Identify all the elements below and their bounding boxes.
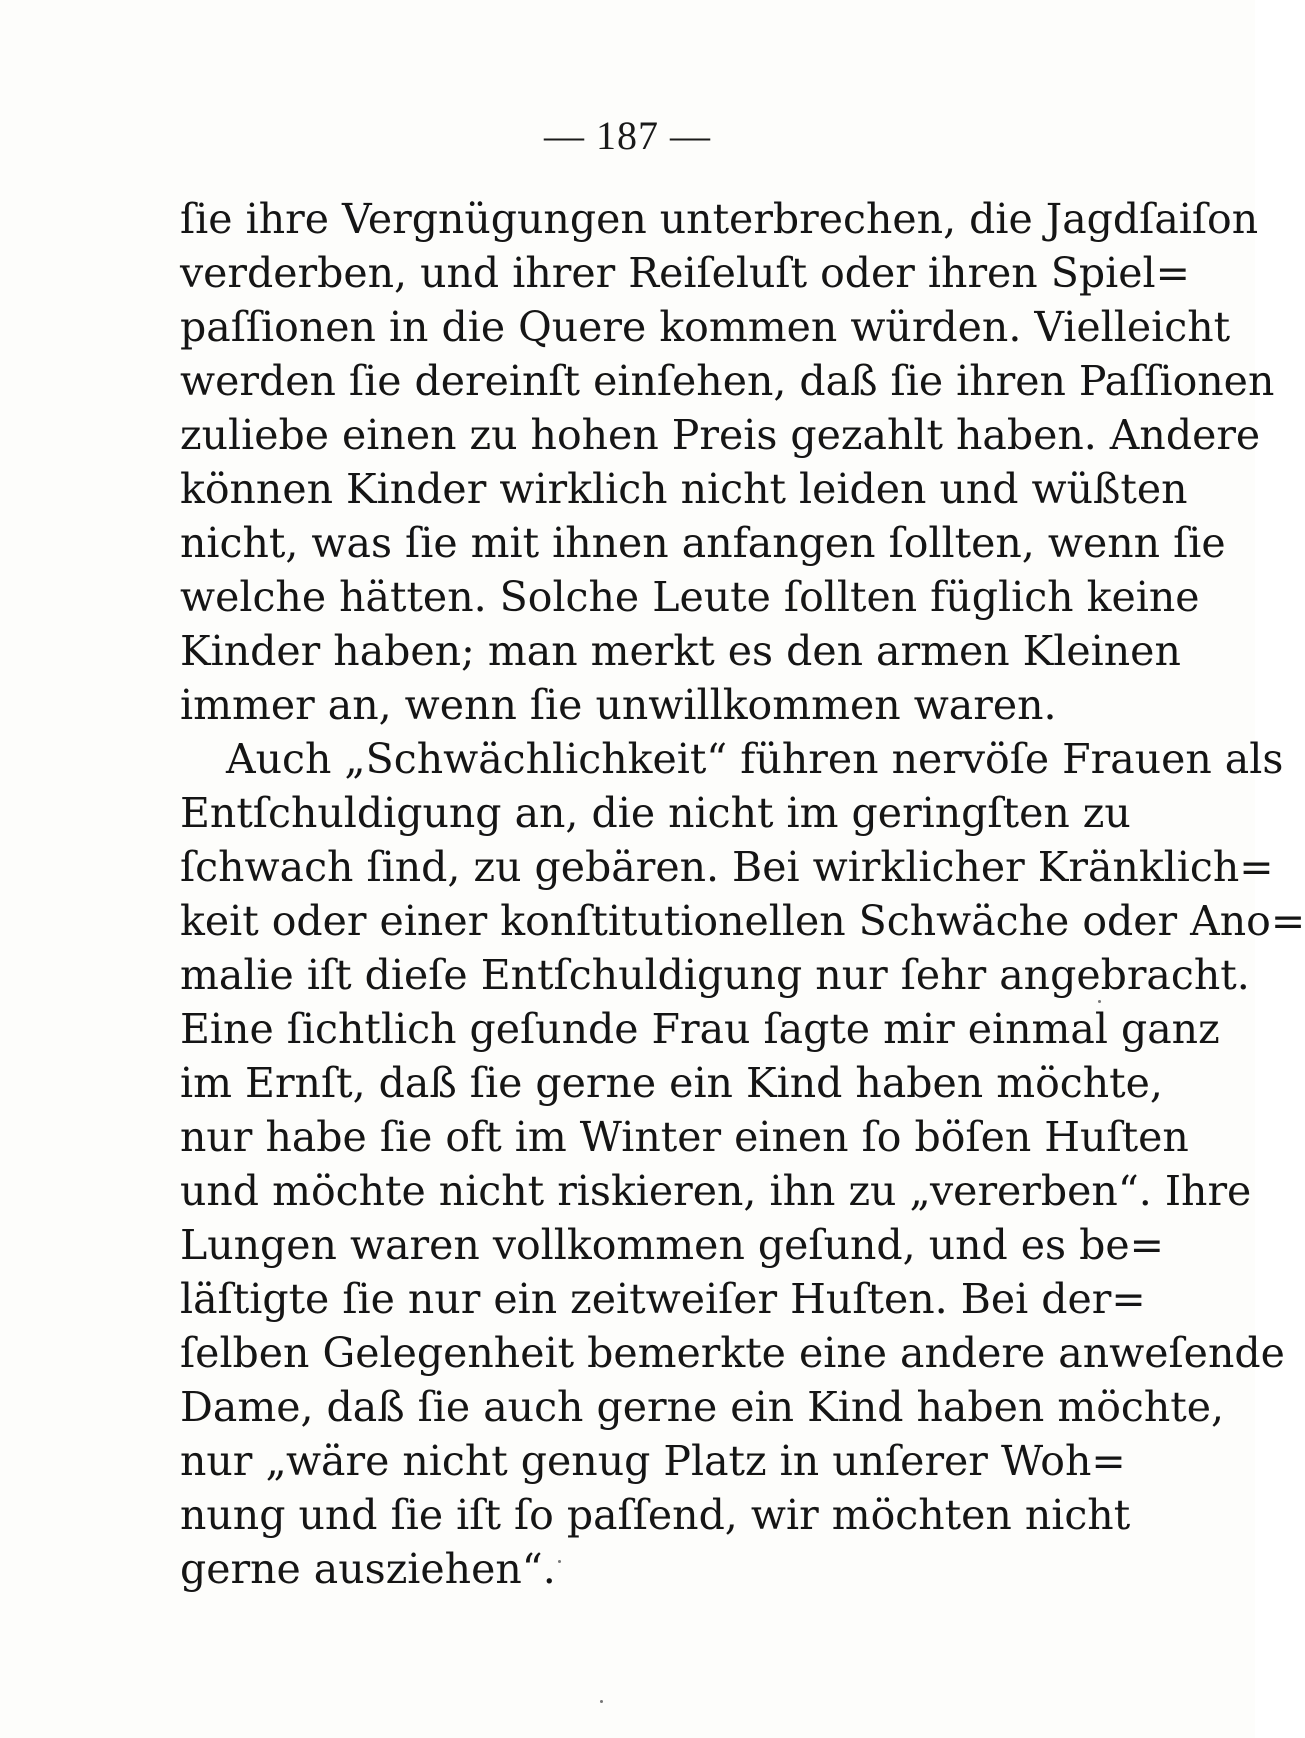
- paper-speck: [1098, 1000, 1101, 1003]
- text-line: paſſionen in die Quere kommen würden. Vielleicht: [180, 303, 1231, 351]
- text-line: Auch „Schwächlichkeit“ führen nervöſe Frauen als: [226, 735, 1284, 783]
- text-line: und möchte nicht riskieren, ihn zu „vererben“. Ihre: [180, 1167, 1252, 1215]
- text-line: nung und ſie iſt ſo paſſend, wir möchten nicht: [180, 1491, 1131, 1539]
- text-line: immer an, wenn ſie unwillkommen waren.: [180, 681, 1057, 729]
- body-text: [180, 192, 1305, 1596]
- text-line: ſchwach ſind, zu gebären. Bei wirklicher Kränklich=: [180, 843, 1274, 891]
- text-line: Eine ſichtlich geſunde Frau ſagte mir einmal ganz: [180, 1005, 1220, 1053]
- text-line: nicht, was ſie mit ihnen anfangen ſollten, wenn ſie: [180, 519, 1226, 567]
- text-line: ſie ihre Vergnügungen unterbrechen, die Jagdſaiſon: [180, 195, 1259, 243]
- text-line: im Ernſt, daß ſie gerne ein Kind haben möchte,: [180, 1059, 1163, 1107]
- text-line: Lungen waren vollkommen geſund, und es be=: [180, 1221, 1164, 1269]
- text-line: zuliebe einen zu hohen Preis gezahlt haben. Andere: [180, 411, 1261, 459]
- text-line: läſtigte ſie nur ein zeitweiſer Huſten. Bei der=: [180, 1275, 1146, 1323]
- text-line: gerne ausziehen“.: [180, 1545, 556, 1593]
- text-line: welche hätten. Solche Leute ſollten füglich keine: [180, 573, 1200, 621]
- text-line: Dame, daß ſie auch gerne ein Kind haben möchte,: [180, 1383, 1225, 1431]
- text-line: ſelben Gelegenheit bemerkte eine andere anweſende: [180, 1329, 1285, 1377]
- paragraph-2: [180, 732, 1305, 1596]
- paper-speck: [558, 1560, 561, 1563]
- text-line: keit oder einer konſtitutionellen Schwäche oder Ano=: [180, 897, 1305, 945]
- paper-speck: [600, 1700, 603, 1703]
- text-line: malie iſt dieſe Entſchuldigung nur ſehr angebracht.: [180, 951, 1250, 999]
- text-line: nur „wäre nicht genug Platz in unſerer Woh=: [180, 1437, 1126, 1485]
- text-line: werden ſie dereinſt einſehen, daß ſie ihren Paſſionen: [180, 357, 1275, 405]
- text-line: können Kinder wirklich nicht leiden und wüßten: [180, 465, 1188, 513]
- text-line: Kinder haben; man merkt es den armen Kleinen: [180, 627, 1181, 675]
- text-line: nur habe ſie oft im Winter einen ſo böſen Huſten: [180, 1113, 1189, 1161]
- page-number: — 187 —: [544, 113, 711, 158]
- text-line: Entſchuldigung an, die nicht im geringſten zu: [180, 789, 1131, 837]
- paragraph-1: [180, 192, 1275, 732]
- text-line: verderben, und ihrer Reiſeluſt oder ihren Spiel=: [180, 249, 1190, 297]
